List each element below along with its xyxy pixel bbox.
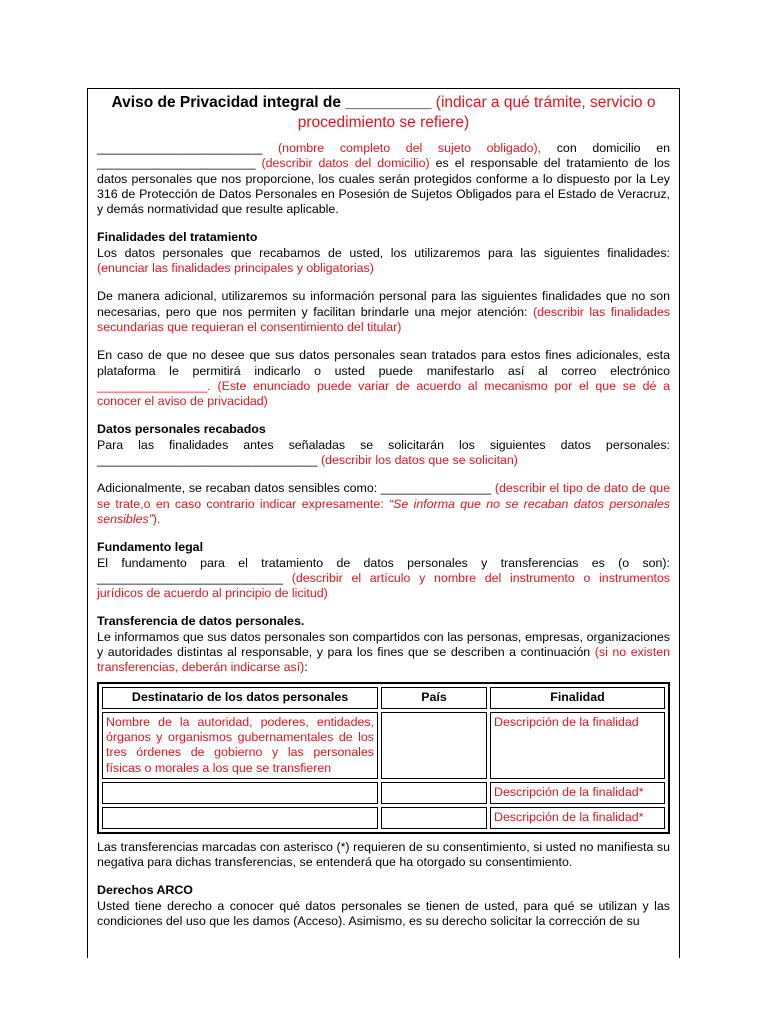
transferencia-note: (si no existen transferencias, deberán indicarse así): [97, 645, 670, 675]
transferencia-end: :: [304, 660, 308, 675]
heading-fundamento: Fundamento legal: [97, 540, 204, 555]
heading-datos: Datos personales recabados: [97, 422, 266, 437]
datos-p2-note: (describir el tipo de dato de que se trate,o en caso contrario indicar expresamente:: [97, 481, 670, 511]
finalidades-p3-text: En caso de que no desee que sus datos personales sean tratados para estos fines adicionales, esta plataforma le permitirá indicarlo o usted puede manifestarlo así al correo electrónico: [97, 348, 670, 378]
cell-finalidad: Descripción de la finalidad*: [490, 807, 665, 829]
transferencia-text: Le informamos que sus datos personales son compartidos con las personas, empresas, organizaciones y autoridades distintas al responsable, y para los fines que se describen a continuación: [97, 629, 670, 660]
title-note: (indicar a qué trámite, servicio o procedimiento se refiere): [297, 94, 656, 131]
blank-sensibles: ________________: [380, 481, 492, 496]
table-row: [102, 807, 665, 829]
cell-pais: [381, 712, 487, 779]
header-finalidad: Finalidad: [490, 687, 665, 709]
heading-finalidades: Finalidades del tratamiento: [97, 230, 258, 245]
header-pais: País: [381, 687, 487, 709]
note-domicilio: (describir datos del domicilio): [261, 156, 430, 171]
table-row: [102, 712, 665, 779]
fundamento-note: (describir el artículo y nombre del instrumento o instrumentos jurídicos de acuerdo al principio de licitud): [97, 570, 670, 601]
blank-obligado: ________________________: [97, 141, 263, 155]
fundamento-paragraph: [97, 556, 670, 602]
blank-fundamento: ___________________________: [97, 570, 284, 585]
document-frame: [87, 88, 680, 958]
datos-p2-text: Adicionalmente, se recaban datos sensibles como:: [97, 481, 378, 496]
datos-p2: [97, 481, 670, 527]
finalidades-p2-text: De manera adicional, utilizaremos su información personal para las siguientes finalidades que no son necesarias, pero que nos permiten y facilitan brindarle una mejor atención:: [97, 289, 670, 319]
intro-text-2: es el responsable del tratamiento de los datos personales que nos proporcione, los cuales serán protegidos conforme a lo dispuesto por la Ley 316 de Protección de Datos Personales en Posesión de Sujetos Obligados para el Estado de Veracruz, y demás normatividad que resulte aplicable.: [97, 156, 670, 217]
document-title: [97, 93, 670, 133]
header-destinatario: Destinatario de los datos personales: [102, 687, 378, 709]
datos-p1-note: (describir los datos que se solicitan): [320, 453, 518, 468]
finalidades-p1-text: Los datos personales que recabamos de usted, los utilizaremos para las siguientes finalidades:: [97, 245, 670, 260]
datos-p1: [97, 438, 670, 469]
intro-text-1: con domicilio en: [556, 141, 670, 155]
heading-arco: Derechos ARCO: [97, 883, 193, 898]
finalidades-p1-note: (enunciar las finalidades principales y obligatorias): [97, 261, 374, 276]
blank-datos: ________________________________: [97, 453, 318, 468]
cell-destinatario: Nombre de la autoridad, poderes, entidades, órganos y organismos gubernamentales de los tres órdenes de gobierno y las personales físicas o morales a los que se transfieren: [102, 712, 378, 779]
datos-p2-end: ).: [152, 511, 161, 526]
datos-p2-quote: “Se informa que no se recaban datos personales sensibles”: [97, 496, 670, 526]
arco-paragraph: Usted tiene derecho a conocer qué datos personales se tienen de usted, para qué se utilizan y las condiciones del uso que les damos (Acceso). Asimismo, es su derecho solicitar la corrección de su: [97, 898, 670, 928]
finalidades-p2: [97, 289, 670, 335]
cell-pais: [381, 782, 487, 804]
note-obligado: (nombre completo del sujeto obligado),: [278, 141, 542, 155]
fundamento-text: El fundamento para el tratamiento de datos personales y transferencias es (o son):: [97, 555, 670, 570]
datos-p1-text: Para las finalidades antes señaladas se solicitarán los siguientes datos personales:: [97, 437, 670, 452]
cell-destinatario: [102, 782, 378, 804]
finalidades-p3-note: (Este enunciado puede variar de acuerdo al mecanismo por el que se dé a conocer el aviso de privacidad): [97, 378, 670, 409]
cell-pais: [381, 807, 487, 829]
table-row: [102, 782, 665, 804]
heading-transferencia: Transferencia de datos personales.: [97, 614, 305, 629]
finalidades-p2-note: (describir las finalidades secundarias que requieran el consentimiento del titular): [97, 304, 670, 334]
transfer-table: [97, 682, 670, 834]
title-main: Aviso de Privacidad integral de __________: [111, 94, 432, 111]
finalidades-p3: [97, 348, 670, 409]
transferencia-after: Las transferencias marcadas con asterisco (*) requieren de su consentimiento, si usted no manifiesta su negativa para dichas transferencias, se entenderá que ha otorgado su consentimiento.: [97, 839, 670, 870]
blank-domicilio: _______________________: [97, 156, 256, 171]
intro-paragraph: [97, 141, 670, 217]
table-header-row: [102, 687, 665, 709]
cell-destinatario: [102, 807, 378, 829]
blank-correo: ________________.: [97, 378, 211, 393]
transferencia-paragraph: [97, 630, 670, 676]
cell-finalidad: Descripción de la finalidad*: [490, 782, 665, 804]
cell-finalidad: Descripción de la finalidad: [490, 712, 665, 779]
finalidades-p1: [97, 246, 670, 277]
